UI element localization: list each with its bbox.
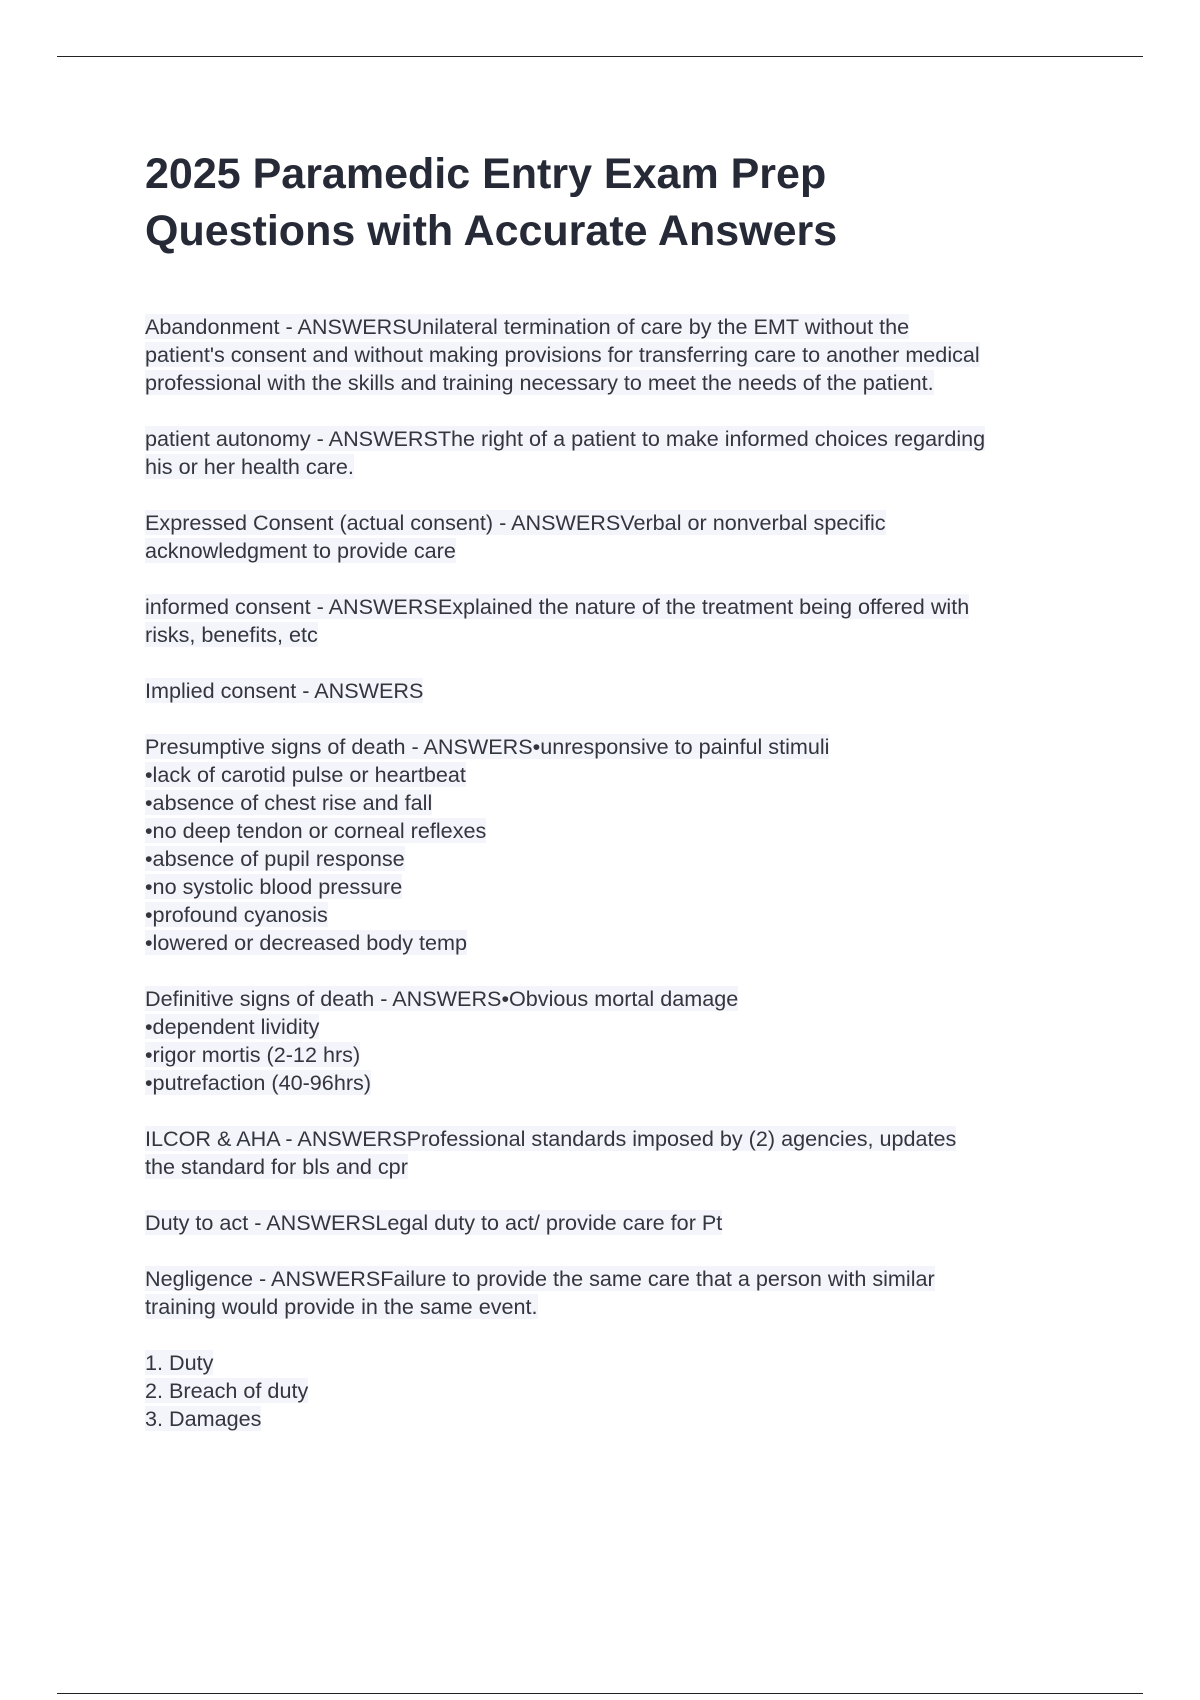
entry-line-text: the standard for bls and cpr	[145, 1154, 408, 1179]
entry-line	[145, 1125, 1095, 1153]
entry-line-text: ILCOR & AHA - ANSWERSProfessional standards imposed by (2) agencies, updates	[145, 1126, 957, 1151]
qa-entry	[145, 677, 1095, 705]
entry-line-text: training would provide in the same event.	[145, 1294, 538, 1319]
entry-line	[145, 761, 1095, 789]
bottom-rule	[57, 1693, 1143, 1694]
entry-line	[145, 985, 1095, 1013]
entry-line	[145, 341, 1095, 369]
entry-line	[145, 1293, 1095, 1321]
qa-entries-list	[145, 313, 1095, 1461]
entry-line	[145, 369, 1095, 397]
entry-line	[145, 621, 1095, 649]
entry-line-text: risks, benefits, etc	[145, 622, 318, 647]
entry-line	[145, 789, 1095, 817]
entry-line-text: Duty to act - ANSWERSLegal duty to act/ provide care for Pt	[145, 1210, 723, 1235]
entry-line	[145, 733, 1095, 761]
qa-entry	[145, 985, 1095, 1097]
entry-line	[145, 929, 1095, 957]
entry-line-text: •putrefaction (40-96hrs)	[145, 1070, 372, 1095]
entry-line-text: Implied consent - ANSWERS	[145, 678, 424, 703]
entry-line	[145, 1069, 1095, 1097]
entry-line	[145, 509, 1095, 537]
entry-line-text: patient autonomy - ANSWERSThe right of a patient to make informed choices regarding	[145, 426, 986, 451]
document-title	[145, 146, 1105, 260]
entry-line-text: •absence of pupil response	[145, 846, 405, 871]
qa-entry	[145, 593, 1095, 649]
entry-line	[145, 873, 1095, 901]
entry-line	[145, 1349, 1095, 1377]
entry-line-text: •profound cyanosis	[145, 902, 328, 927]
qa-entry	[145, 313, 1095, 397]
title-line-2: Questions with Accurate Answers	[145, 207, 838, 255]
qa-entry	[145, 733, 1095, 957]
entry-line-text: •no deep tendon or corneal reflexes	[145, 818, 487, 843]
qa-entry	[145, 1209, 1095, 1237]
qa-entry	[145, 1125, 1095, 1181]
entry-line	[145, 817, 1095, 845]
entry-line-text: 2. Breach of duty	[145, 1378, 309, 1403]
entry-line	[145, 1405, 1095, 1433]
entry-line-text: patient's consent and without making provisions for transferring care to another medical	[145, 342, 980, 367]
entry-line-text: •lowered or decreased body temp	[145, 930, 468, 955]
entry-line-text: 1. Duty	[145, 1350, 214, 1375]
title-line-1: 2025 Paramedic Entry Exam Prep	[145, 150, 827, 198]
entry-line	[145, 1013, 1095, 1041]
entry-line	[145, 901, 1095, 929]
qa-entry	[145, 509, 1095, 565]
entry-line	[145, 1041, 1095, 1069]
entry-line-text: acknowledgment to provide care	[145, 538, 456, 563]
entry-line-text: his or her health care.	[145, 454, 354, 479]
entry-line-text: informed consent - ANSWERSExplained the nature of the treatment being offered with	[145, 594, 970, 619]
entry-line	[145, 1265, 1095, 1293]
entry-line-text: •absence of chest rise and fall	[145, 790, 433, 815]
qa-entry	[145, 1349, 1095, 1433]
entry-line-text: Expressed Consent (actual consent) - ANSWERSVerbal or nonverbal specific	[145, 510, 886, 535]
entry-line	[145, 677, 1095, 705]
entry-line-text: •rigor mortis (2-12 hrs)	[145, 1042, 361, 1067]
entry-line-text: Definitive signs of death - ANSWERS•Obvious mortal damage	[145, 986, 739, 1011]
entry-line	[145, 313, 1095, 341]
entry-line-text: •dependent lividity	[145, 1014, 320, 1039]
entry-line-text: Abandonment - ANSWERSUnilateral termination of care by the EMT without the	[145, 314, 910, 339]
qa-entry	[145, 425, 1095, 481]
entry-line	[145, 1153, 1095, 1181]
qa-entry	[145, 1265, 1095, 1321]
entry-line	[145, 1209, 1095, 1237]
entry-line	[145, 537, 1095, 565]
entry-line	[145, 453, 1095, 481]
entry-line	[145, 845, 1095, 873]
entry-line	[145, 1377, 1095, 1405]
entry-line-text: •lack of carotid pulse or heartbeat	[145, 762, 466, 787]
entry-line	[145, 593, 1095, 621]
entry-line-text: Negligence - ANSWERSFailure to provide the same care that a person with similar	[145, 1266, 935, 1291]
entry-line-text: 3. Damages	[145, 1406, 262, 1431]
entry-line	[145, 425, 1095, 453]
entry-line-text: •no systolic blood pressure	[145, 874, 403, 899]
entry-line-text: professional with the skills and training necessary to meet the needs of the patient.	[145, 370, 934, 395]
entry-line-text: Presumptive signs of death - ANSWERS•unresponsive to painful stimuli	[145, 734, 830, 759]
top-rule	[57, 56, 1143, 57]
